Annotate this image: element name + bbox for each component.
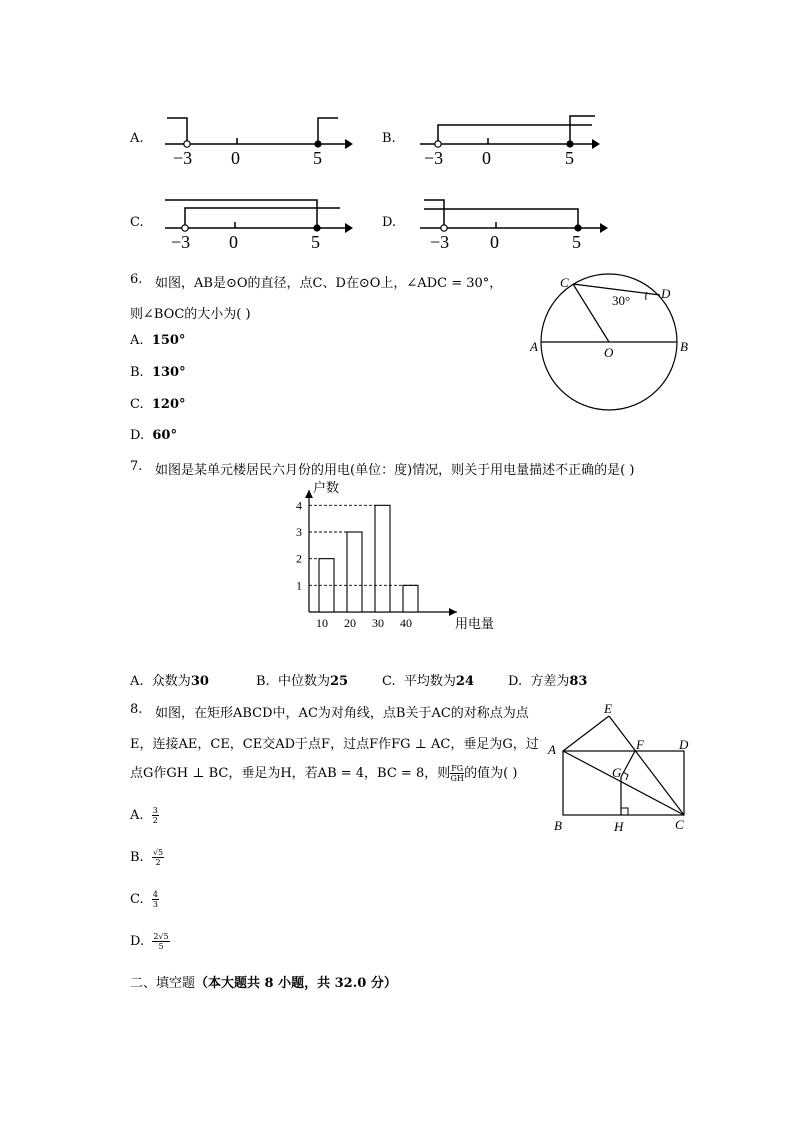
section-heading: 二、填空题（本大题共 8 小题，共 32.0 分） bbox=[130, 976, 397, 991]
y-tick-label: 4 bbox=[296, 498, 302, 513]
svg-text:5: 5 bbox=[313, 148, 322, 168]
question-text: 则∠BOC的大小为( ) bbox=[130, 307, 251, 322]
option-a: A. 众数为30 bbox=[130, 674, 209, 689]
number-line-d bbox=[410, 192, 610, 254]
option-d: D. 60° bbox=[130, 428, 177, 443]
option-b: B. 130° bbox=[130, 365, 186, 380]
question-text: 点G作GH ⊥ BC，垂足为H，若AB = 4，BC = 8，则 $\frac{FG}{GH}$ 的值为( ) bbox=[130, 764, 518, 783]
y-tick-label: 1 bbox=[296, 578, 302, 593]
svg-text:0: 0 bbox=[490, 232, 499, 252]
y-axis-arrow bbox=[305, 490, 313, 498]
x-tick-label: 40 bbox=[400, 616, 412, 630]
x-axis-arrow bbox=[449, 608, 457, 616]
svg-text:H: H bbox=[614, 819, 624, 834]
question-text: 如图是某单元楼居民六月份的用电(单位：度)情况，则关于用电量描述不正确的是( ) bbox=[155, 463, 635, 478]
number-line-b bbox=[410, 108, 610, 170]
svg-text:A: A bbox=[530, 339, 538, 354]
bar bbox=[375, 505, 390, 612]
question-number: 7. bbox=[130, 459, 143, 474]
svg-text:30°: 30° bbox=[612, 293, 631, 308]
svg-text:C: C bbox=[675, 817, 684, 832]
question-number: 6. bbox=[130, 272, 143, 287]
svg-text:5: 5 bbox=[572, 232, 581, 252]
x-tick-label: 30 bbox=[372, 616, 384, 630]
svg-text:A: A bbox=[548, 742, 556, 757]
circle-figure bbox=[522, 268, 702, 413]
rectangle-figure bbox=[545, 700, 705, 838]
x-tick-label: 20 bbox=[344, 616, 356, 630]
svg-text:G: G bbox=[612, 765, 622, 780]
option-letter: B. bbox=[382, 131, 396, 146]
svg-text:0: 0 bbox=[482, 148, 491, 168]
svg-text:E: E bbox=[604, 701, 612, 716]
option-d: D. $\frac{2√5}{5}$ bbox=[130, 932, 169, 951]
option-b: B. $\frac{√5}{2}$ bbox=[130, 848, 164, 867]
question-number: 8. bbox=[130, 702, 143, 717]
option-letter: A. bbox=[130, 131, 144, 146]
svg-text:−3: −3 bbox=[173, 148, 193, 168]
svg-text:0: 0 bbox=[229, 232, 238, 252]
svg-text:−3: −3 bbox=[430, 232, 450, 252]
svg-text:5: 5 bbox=[565, 148, 574, 168]
number-line-a bbox=[155, 108, 355, 170]
svg-text:B: B bbox=[680, 339, 688, 354]
option-c: C. $\frac{4}{3}$ bbox=[130, 890, 158, 909]
bar bbox=[403, 585, 418, 612]
question-text: 如图，在矩形ABCD中，AC为对角线，点B关于AC的对称点为点 bbox=[155, 706, 529, 721]
x-axis-label: 用电量 bbox=[455, 616, 495, 631]
svg-text:D: D bbox=[661, 286, 671, 301]
option-a: A. $\frac{3}{2}$ bbox=[130, 806, 158, 825]
svg-text:D: D bbox=[679, 737, 689, 752]
y-tick-label: 3 bbox=[296, 525, 302, 539]
question-text: 如图，AB是⊙O的直径，点C、D在⊙O上，∠ADC = 30°， bbox=[155, 276, 503, 291]
fraction-fg-gh: $\frac{FG}{GH}$ bbox=[450, 764, 464, 783]
bar-chart bbox=[285, 478, 515, 638]
bar bbox=[347, 532, 362, 612]
svg-text:−3: −3 bbox=[424, 148, 444, 168]
svg-text:F: F bbox=[636, 737, 644, 752]
svg-text:0: 0 bbox=[231, 148, 240, 168]
option-letter: D. bbox=[382, 215, 397, 230]
option-b: B. 中位数为25 bbox=[256, 674, 349, 689]
svg-text:5: 5 bbox=[311, 232, 320, 252]
y-axis-label: 户数 bbox=[313, 480, 340, 495]
svg-text:−3: −3 bbox=[171, 232, 191, 252]
question-text: E，连接AE，CE，CE交AD于点F，过点F作FG ⊥ AC，垂足为G，过 bbox=[130, 737, 539, 752]
y-tick-label: 2 bbox=[296, 551, 302, 566]
option-letter: C. bbox=[130, 215, 144, 230]
option-c: C. 120° bbox=[130, 397, 186, 412]
option-c: C. 平均数为24 bbox=[382, 674, 474, 689]
option-a: A. 150° bbox=[130, 333, 186, 348]
svg-text:B: B bbox=[554, 818, 562, 833]
svg-text:C: C bbox=[560, 275, 569, 290]
x-tick-label: 10 bbox=[316, 616, 328, 630]
svg-text:O: O bbox=[604, 345, 614, 360]
option-d: D. 方差为83 bbox=[508, 674, 588, 689]
number-line-c bbox=[155, 192, 355, 254]
